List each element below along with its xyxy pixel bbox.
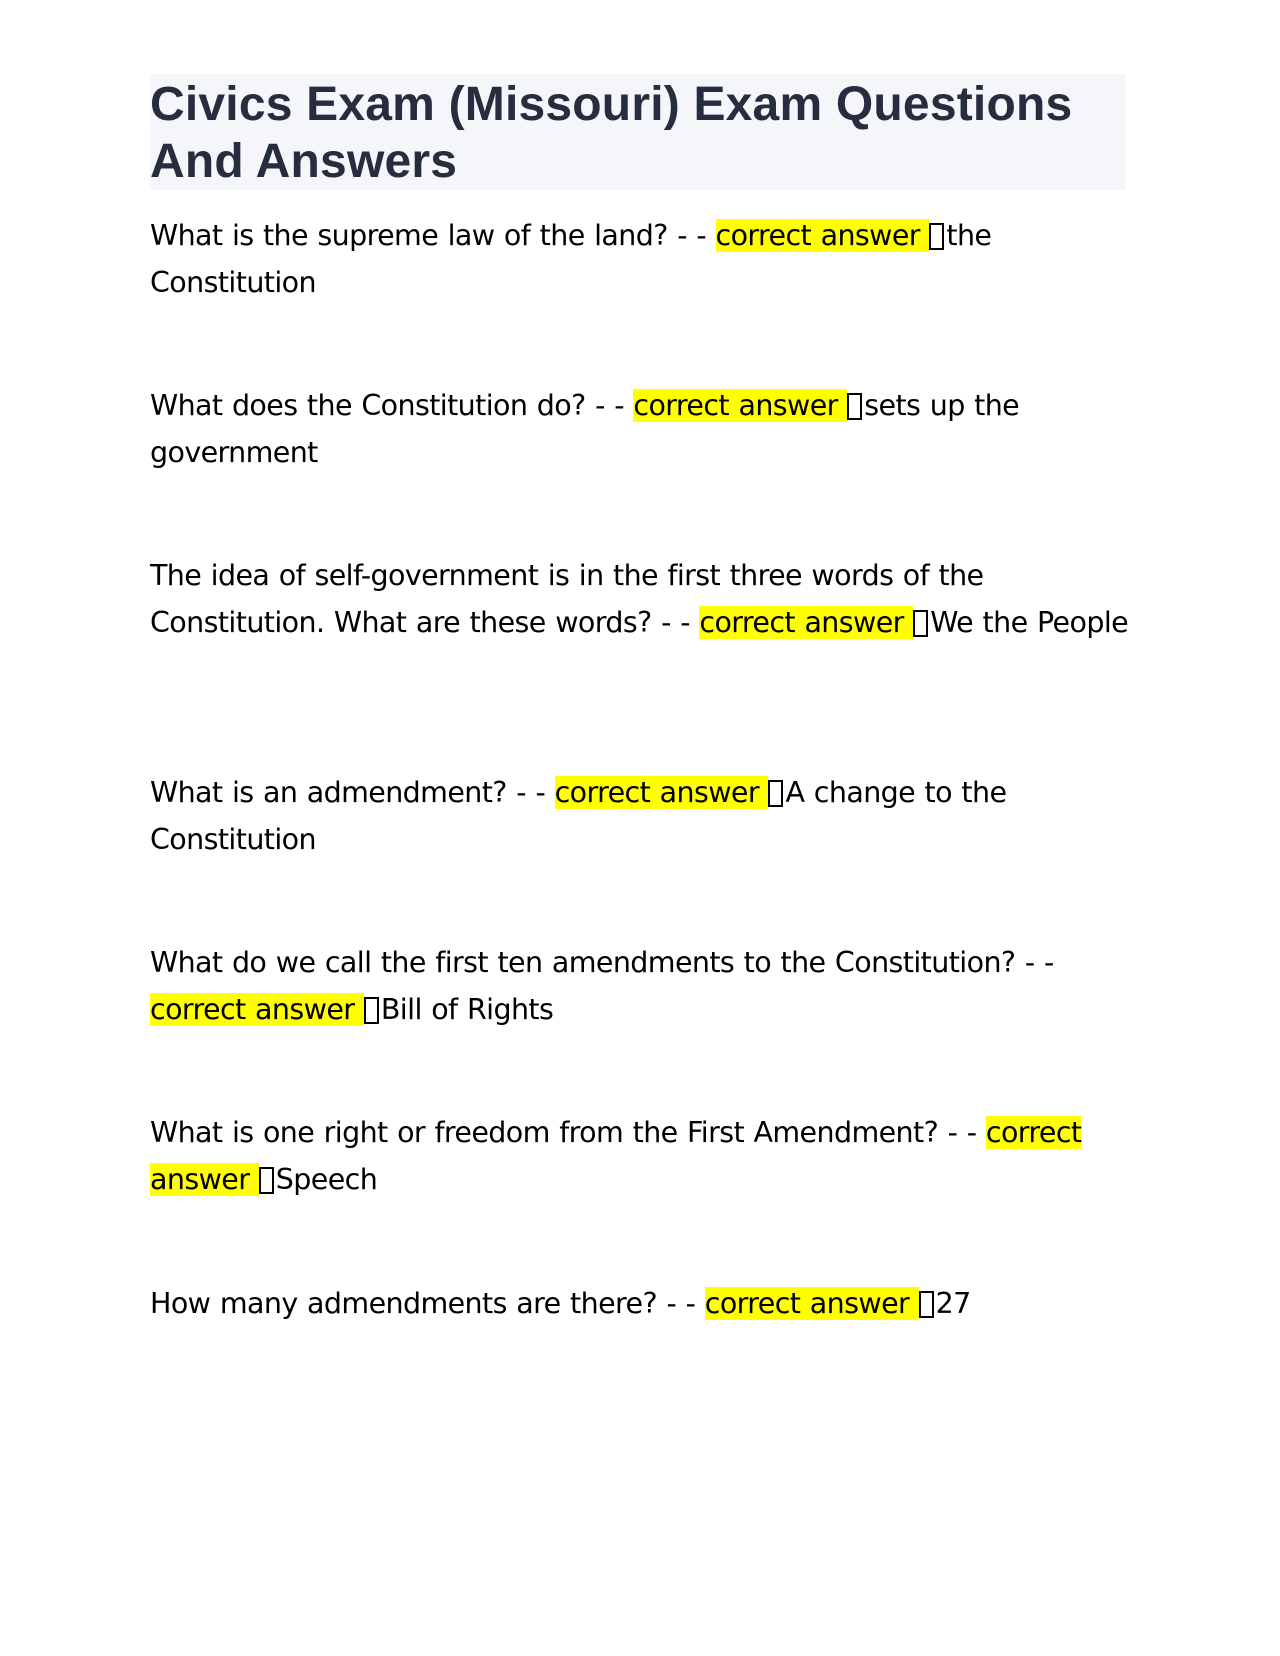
separator: - - [595,389,624,422]
answer-text: We the People [930,606,1129,639]
qa-item-4 [150,769,1130,863]
question-text: How many admendments are there? [150,1287,657,1320]
missing-glyph-icon [364,997,379,1024]
answer-label-highlight: correct answer [150,1116,1082,1196]
question-text: What is an admendment? [150,776,507,809]
question-text: What is one right or freedom from the First Amendment? [150,1116,939,1149]
missing-glyph-icon [768,780,783,807]
qa-item-1 [150,212,1130,306]
missing-glyph-icon [919,1291,934,1318]
separator: - - [677,219,707,252]
answer-text: A change to the Constitution [150,776,1007,856]
separator: - - [947,1116,977,1149]
answer-label-highlight: correct answer [715,219,930,252]
qa-item-6 [150,1109,1130,1203]
answer-label-highlight: correct answer [699,606,914,639]
separator: - - [1024,946,1054,979]
separator: - - [666,1287,696,1320]
answer-text: sets up the government [150,389,1020,469]
missing-glyph-icon [259,1167,274,1194]
answer-label-highlight: correct answer [150,993,364,1026]
answer-text: 27 [935,1287,971,1320]
separator: - - [516,776,546,809]
answer-label-highlight: correct answer [704,1287,919,1320]
missing-glyph-icon [929,223,944,250]
missing-glyph-icon [913,610,928,637]
question-text: The idea of self-government is in the first three words of the Constitution. What are these words? [150,559,984,639]
separator: - - [661,606,690,639]
qa-item-3 [150,552,1130,646]
question-text: What do we call the first ten amendments to the Constitution? [150,946,1016,979]
missing-glyph-icon [847,393,862,420]
document-title: Civics Exam (Missouri) Exam Questions And Answers [150,78,1073,188]
answer-label-highlight: correct answer [633,389,848,422]
question-text: What is the supreme law of the land? [150,219,668,252]
answer-label-highlight: correct answer [554,776,769,809]
title-block [150,74,1125,190]
qa-item-5 [150,939,1130,1033]
answer-text: the Constitution [150,219,992,299]
answer-text: Bill of Rights [380,993,554,1026]
answer-text: Speech [275,1163,378,1196]
question-text: What does the Constitution do? [150,389,586,422]
qa-item-7 [150,1280,1130,1327]
qa-item-2 [150,382,1130,476]
